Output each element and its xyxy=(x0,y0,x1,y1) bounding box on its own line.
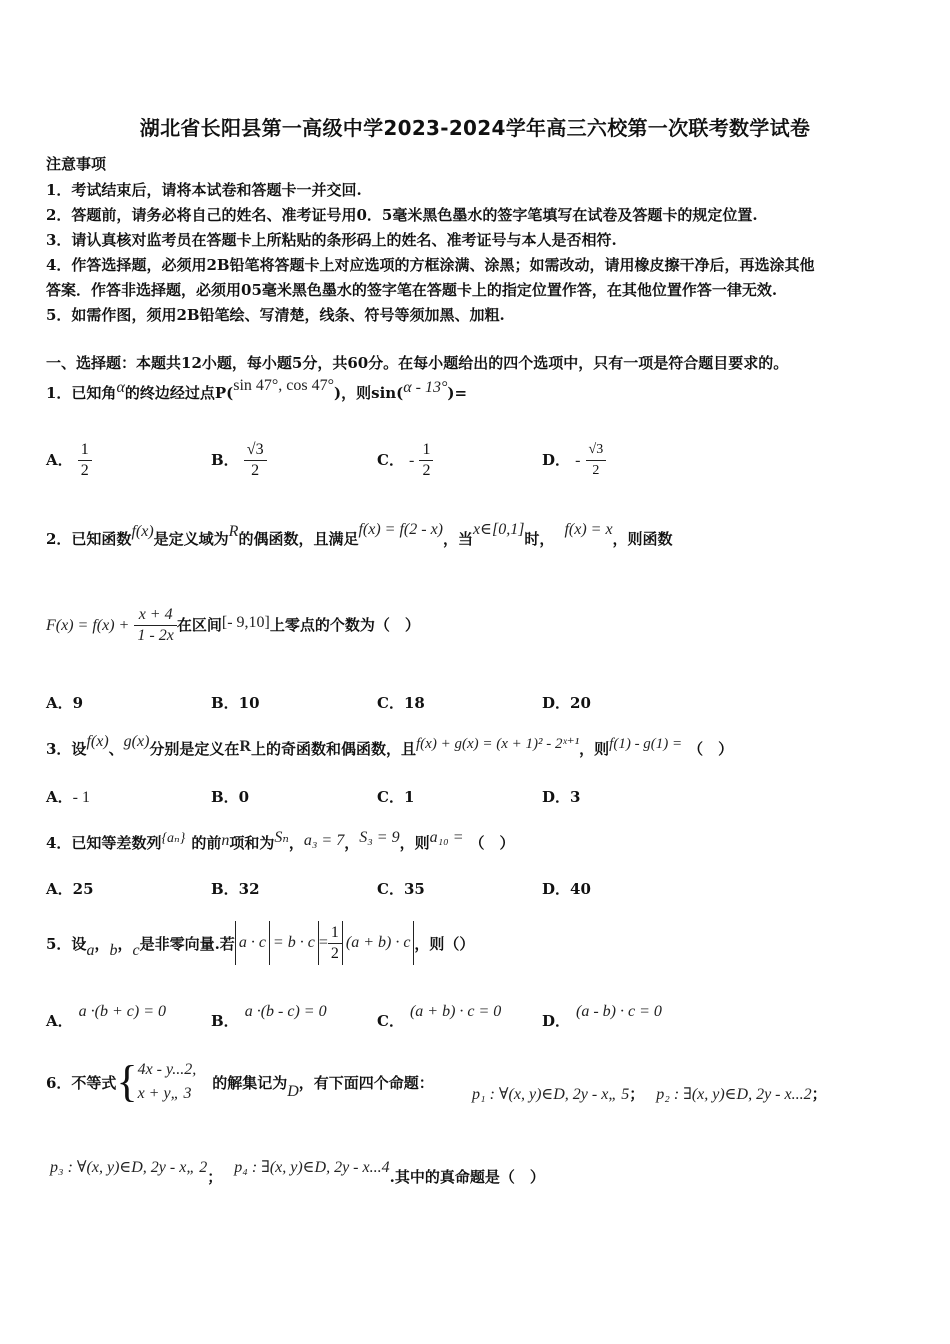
q4-text-3: 项和为 xyxy=(229,834,275,852)
q6-text-2: 的解集记为 xyxy=(212,1073,288,1092)
notice-heading: 注意事项 xyxy=(46,155,107,173)
q2-F-den: 1 - 2x xyxy=(137,627,174,644)
q3-R: R xyxy=(239,738,251,755)
q3-eq: f(x) + g(x) = (x + 1)² - 2ˣ⁺¹ xyxy=(416,736,580,752)
q5-option-d-label: D． xyxy=(542,1012,571,1030)
q6-p3: p₃ : ∀(x, y)∈D, 2y - x„ 2 xyxy=(50,1159,208,1176)
q3-g: g(x) xyxy=(123,733,150,750)
q6-ineq-1: 4x - y...2, xyxy=(137,1061,197,1078)
q2-text-2: 是定义域为 xyxy=(153,530,229,548)
q5-option-b-label: B． xyxy=(211,1012,239,1030)
q1-option-d-fraction xyxy=(586,440,607,481)
q1-c-den: 2 xyxy=(422,462,431,479)
q5-text-3: ， xyxy=(117,934,133,953)
q5-half xyxy=(328,923,342,964)
q1-option-b[interactable] xyxy=(211,440,267,481)
q1-text-3: )，则sin( xyxy=(334,384,404,402)
notice-item-4-cont: 答案．作答非选择题，必须用05毫米黑色墨水的签字笔在答题卡上的指定位置作答，在其他位置作答一律无效. xyxy=(46,281,778,299)
q5-option-c-label: C． xyxy=(377,1012,404,1030)
q5-vector-b: b xyxy=(109,942,118,959)
q1-b-num: √3 xyxy=(244,440,267,461)
notice-item-5: 5．如需作图，须用2B铅笔绘、写清楚，线条、符号等须加黑、加粗. xyxy=(46,306,505,324)
q6-p1-line xyxy=(472,1083,827,1104)
q4-option-d[interactable]: D．40 xyxy=(542,880,591,898)
q5-expr-4: (a + b) · c xyxy=(345,934,411,951)
q1-text-1: 1．已知角 xyxy=(46,384,117,402)
q5-eq-sign: = xyxy=(318,934,328,951)
q1-c-num: 1 xyxy=(419,440,433,461)
q1-option-b-label: B． xyxy=(211,451,239,469)
q3-option-a[interactable] xyxy=(46,786,90,807)
q2-F-num: x + 4 xyxy=(134,605,176,626)
q1-a-num: 1 xyxy=(78,440,92,461)
q3-option-d[interactable]: D．3 xyxy=(542,788,581,806)
q4-option-b[interactable]: B．32 xyxy=(211,880,260,898)
q4-option-c[interactable]: C．35 xyxy=(377,880,425,898)
q3-text-5: ，则 xyxy=(579,740,610,758)
q4-n: n xyxy=(221,832,230,849)
q1-point: sin 47°, cos 47° xyxy=(233,377,335,394)
q6-p1: p₁ : ∀(x, y)∈D, 2y - x„ 5 xyxy=(472,1086,630,1103)
exam-title: 湖北省长阳县第一高级中学2023-2024学年高三六校第一次联考数学试卷 xyxy=(139,116,811,140)
q6-sep-3: ； xyxy=(207,1168,223,1186)
q5-text-4: 是非零向量.若 xyxy=(139,934,235,953)
q5-option-a-label: A． xyxy=(46,1012,73,1030)
q1-option-c-label: C． xyxy=(377,451,404,469)
q5-text-1: 5．设 xyxy=(46,934,87,953)
q4-S3: S₃ = 9 xyxy=(359,829,400,846)
q1-option-b-fraction xyxy=(244,440,267,481)
section-heading: 一、选择题：本题共12小题，每小题5分，共60分。在每小题给出的四个选项中，只有一项是符合题目要求的。 xyxy=(46,354,789,372)
q6-system-brace: { xyxy=(116,1057,138,1106)
q2-eq-1: f(x) = f(2 - x) xyxy=(358,521,443,538)
question-4 xyxy=(46,829,515,853)
q2-text-5: 时， xyxy=(524,530,555,548)
q1-alpha: α xyxy=(116,379,125,396)
q2-R: R xyxy=(228,523,239,540)
question-5 xyxy=(46,918,474,968)
q3-text-3: 分别是定义在 xyxy=(149,740,240,758)
q1-option-a-label: A． xyxy=(46,451,73,469)
q5-half-den: 2 xyxy=(330,944,339,962)
q5-expr-2: = b · c xyxy=(272,934,315,951)
q1-d-sign: - xyxy=(575,452,581,469)
q1-option-d[interactable] xyxy=(542,440,606,481)
q2-interval: [- 9,10] xyxy=(221,614,270,631)
question-1 xyxy=(46,377,468,403)
q1-d-num: √3 xyxy=(586,440,607,461)
q5-option-d[interactable] xyxy=(542,1000,662,1030)
q2-text-8: 上零点的个数为（ ） xyxy=(269,616,420,634)
question-3 xyxy=(46,733,734,759)
q5-option-c[interactable] xyxy=(377,1000,502,1030)
q6-p2: p₂ : ∃(x, y)∈D, 2y - x...2 xyxy=(656,1086,812,1103)
q4-a10: a₁₀ = xyxy=(429,829,464,846)
q5-option-b-eq: a ·(b - c) = 0 xyxy=(244,1003,327,1020)
q4-text-1: 4．已知等差数列 xyxy=(46,834,162,852)
q1-c-sign: - xyxy=(409,452,415,469)
q3-f: f(x) xyxy=(86,733,109,750)
q6-set-D: D xyxy=(287,1083,299,1100)
q2-eq-2: f(x) = x xyxy=(564,521,613,538)
q2-text-6: ，则函数 xyxy=(612,530,673,548)
q2-F-def: F(x) = f(x) + xyxy=(46,617,130,634)
q4-option-a[interactable]: A．25 xyxy=(46,880,94,898)
q5-half-num: 1 xyxy=(328,923,342,944)
q6-sep-2: ； xyxy=(811,1085,827,1103)
q4-sequence: {aₙ} xyxy=(161,831,186,846)
q5-expr-1: a · c xyxy=(238,934,266,951)
q4-text-2: 的前 xyxy=(191,834,222,852)
q3-text-2: 、 xyxy=(108,740,124,758)
q6-sep-1: ； xyxy=(629,1085,645,1103)
q6-text-1: 6．不等式 xyxy=(46,1073,117,1092)
q2-option-d[interactable]: D．20 xyxy=(542,694,591,712)
q6-ineq-2: x + y„ 3 xyxy=(137,1085,192,1102)
q6-p4: p₄ : ∃(x, y)∈D, 2y - x...4 xyxy=(234,1159,390,1176)
question-6 xyxy=(46,1056,434,1108)
q1-text-2: 的终边经过点P( xyxy=(124,384,234,402)
q3-option-a-label: A． xyxy=(46,788,73,806)
q4-text-5: ， xyxy=(344,834,360,852)
q2-domain: x∈[0,1] xyxy=(473,521,525,538)
q6-system xyxy=(138,1058,197,1106)
q3-ask: f(1) - g(1) = xyxy=(609,736,683,752)
q5-text-2: ， xyxy=(94,934,110,953)
q1-a-den: 2 xyxy=(80,462,89,479)
q4-text-7: （ ） xyxy=(469,834,515,852)
q5-option-b[interactable] xyxy=(211,1000,327,1030)
q1-option-d-label: D． xyxy=(542,451,571,469)
q5-text-5: ，则（） xyxy=(414,934,475,953)
notice-item-2: 2．答题前，请务必将自己的姓名、准考证号用0．5毫米黑色墨水的签字笔填写在试卷及答题卡的规定位置. xyxy=(46,206,758,224)
q4-a3: a₃ = 7 xyxy=(303,832,345,849)
q1-argument: α - 13° xyxy=(403,379,448,396)
q6-text-4: .其中的真命题是（ ） xyxy=(389,1168,545,1186)
notice-item-4: 4．作答选择题，必须用2B铅笔将答题卡上对应选项的方框涂满、涂黑；如需改动，请用橡皮擦干净后，再选涂其他 xyxy=(46,256,815,274)
q1-d-den: 2 xyxy=(592,463,600,478)
notice-item-3: 3．请认真核对监考员在答题卡上所粘贴的条形码上的姓名、准考证号与本人是否相符. xyxy=(46,231,617,249)
q6-text-3: ，有下面四个命题： xyxy=(298,1073,434,1092)
q5-option-a-eq: a ·(b + c) = 0 xyxy=(78,1003,166,1020)
q3-option-c[interactable]: C．1 xyxy=(377,788,415,806)
q5-vector-c: c xyxy=(132,942,140,959)
q1-option-a-fraction xyxy=(78,440,92,481)
q2-F-line xyxy=(46,605,420,646)
q2-text-3: 的偶函数，且满足 xyxy=(238,530,359,548)
q1-option-a[interactable] xyxy=(46,440,92,481)
q2-option-a[interactable]: A．9 xyxy=(46,694,84,712)
q5-option-a[interactable] xyxy=(46,1000,166,1030)
q1-option-c-fraction xyxy=(419,440,433,481)
q2-fx: f(x) xyxy=(131,523,154,540)
q3-option-a-value: - 1 xyxy=(72,789,90,806)
q2-option-b[interactable]: B．10 xyxy=(211,694,260,712)
notice-item-1: 1．考试结束后，请将本试卷和答题卡一并交回. xyxy=(46,181,362,199)
q1-option-c[interactable] xyxy=(377,440,433,481)
q2-option-c[interactable]: C．18 xyxy=(377,694,425,712)
q5-option-c-eq: (a + b) · c = 0 xyxy=(409,1003,502,1020)
q2-text-4: ，当 xyxy=(443,530,474,548)
question-2 xyxy=(46,521,673,549)
q1-text-4: )= xyxy=(447,384,468,402)
q5-option-d-eq: (a - b) · c = 0 xyxy=(576,1003,662,1020)
q4-text-6: ，则 xyxy=(399,834,430,852)
q6-p3-line xyxy=(50,1156,545,1186)
q1-b-den: 2 xyxy=(251,462,260,479)
q4-Sn: Sₙ xyxy=(274,829,289,846)
q3-option-b[interactable]: B．0 xyxy=(211,788,250,806)
q3-text-4: 上的奇函数和偶函数，且 xyxy=(251,740,417,758)
q2-text-1: 2．已知函数 xyxy=(46,530,132,548)
q2-text-7: 在区间 xyxy=(176,616,222,634)
q3-text-1: 3．设 xyxy=(46,740,87,758)
q5-vector-a: a xyxy=(86,942,95,959)
q2-F-fraction xyxy=(134,605,176,646)
q4-text-4: ， xyxy=(288,834,304,852)
q3-text-6: （ ） xyxy=(688,740,734,758)
